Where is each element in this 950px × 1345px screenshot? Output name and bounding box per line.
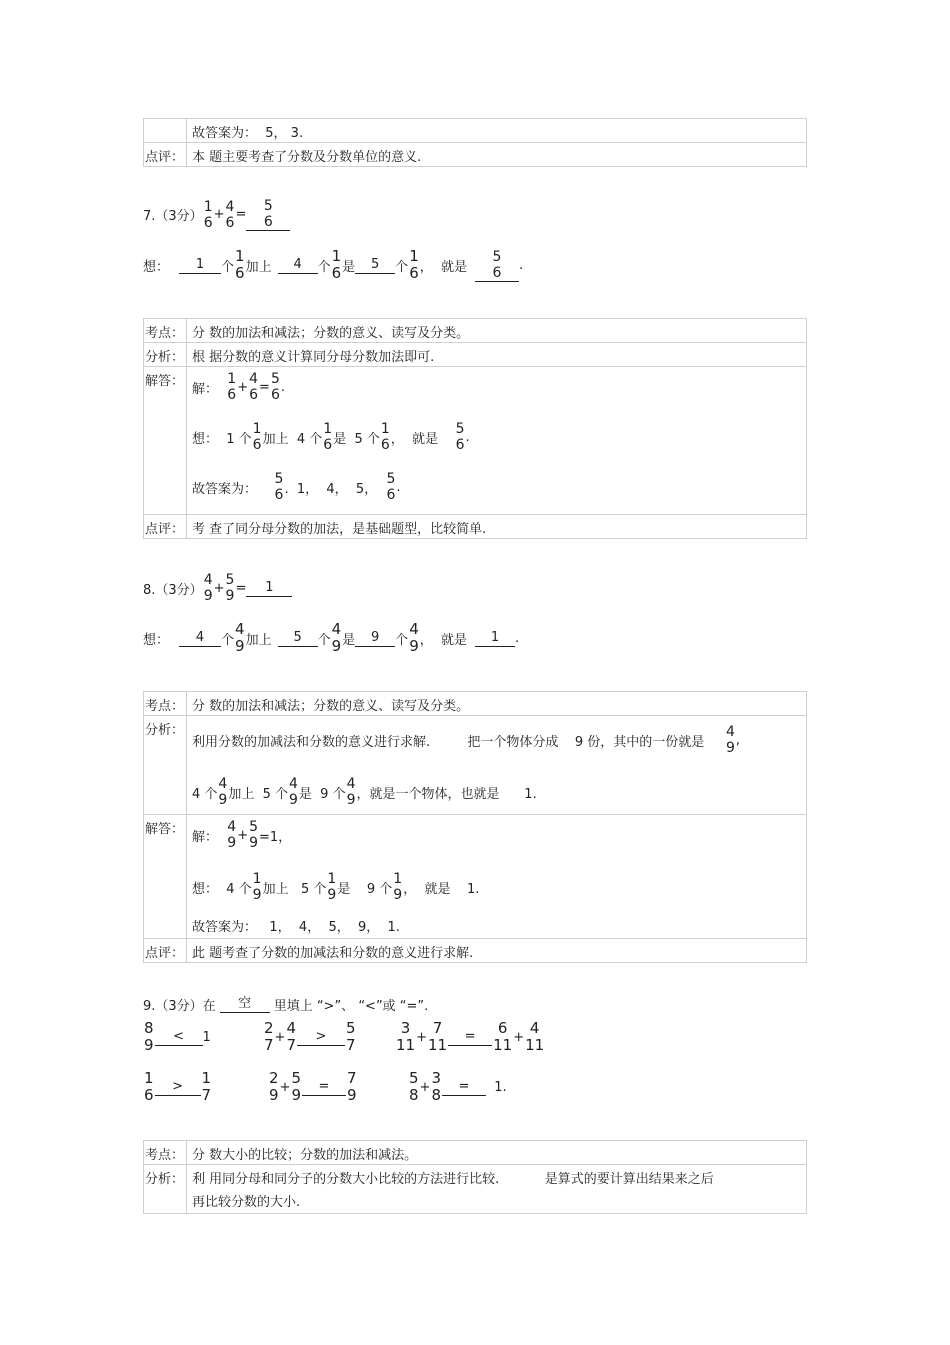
xiang: 想： 1 个 [192,431,252,447]
compare-blank: > [155,1079,201,1096]
q9-item-4: 1 6 > 1 7 [144,1069,212,1104]
fraction: 4 9 [235,620,245,655]
xiang-b: 加上 5 个 [262,881,327,897]
answer-values: . 1， 4， 5， [284,481,378,497]
kaodian-row [144,319,806,343]
fenxi-2a: 4 个 [192,786,218,802]
xiang-line: 想： 1 个 1 6 加上 4 个 1 6 是 5 个 1 6 ， 就是 5 6 . [192,421,470,453]
jie: 解： [192,381,219,397]
fraction: 1 9 [327,871,337,903]
q9-item-3: 3 11 + 7 11 = 6 11 + 4 11 [396,1019,545,1054]
ge: 个 [317,259,331,275]
answer-blank: 1 [246,580,292,597]
dianping-text: 此 题考查了分数的加减法和分数的意义进行求解. [192,946,474,961]
answer-label: 故答案为： [192,481,258,497]
dianping-row [144,939,806,963]
jieda-label: 解答： [145,822,185,837]
think-label: 想： [143,259,170,275]
compare-blank: = [442,1079,486,1096]
dianping-label: 点评： [145,946,185,961]
kaodian-label: 考点： [145,1148,185,1163]
fenxi-text-2: 再比较分数的大小. [192,1195,301,1210]
xiang-c: 是 9 个 [337,881,393,897]
answer-text: 故答案为： 5， 3. [192,126,304,141]
plus-sign: + [213,207,225,222]
rhs: 1. [494,1079,507,1095]
dianping-row [144,515,806,539]
jia: 加上 4 个 [262,431,323,447]
q8-question: 8.（3分） 4 9 + 5 9 = 1 [143,572,292,604]
q7-head: 7.（3分） [143,209,203,224]
jia: 加上 [245,632,272,648]
answer-text: 故答案为： 1， 4， 5， 9， 1. [192,920,400,935]
fenxi-row [144,716,806,815]
comment-label: 点评： [145,150,185,165]
jiushi: ， 就是 [390,431,439,447]
fraction: 4 9 [203,572,213,604]
compare-blank: = [302,1079,346,1096]
shi: 是 [342,632,356,648]
fraction: 5 6 [270,371,280,403]
kaodian-row [144,1141,806,1165]
fraction: 1 6 [227,371,237,403]
q8-analysis-table [143,691,807,963]
dianping-text: 考 查了同分母分数的加法，是基础题型，比较简单. [192,522,487,537]
fenxi-label: 分析： [145,1172,185,1187]
fraction: 1 9 [252,871,262,903]
ge: 个 [221,632,235,648]
fenxi-2b: 加上 5 个 [228,786,288,802]
think-label: 想： [143,632,170,648]
kaodian-text: 分 数大小的比较；分数的加法和减法。 [192,1148,418,1163]
xiang-a: 想： 4 个 [192,881,252,897]
blank-3: 5 [355,257,395,274]
q6-comment-row [144,143,806,167]
jieda-row [144,367,806,515]
fraction: 4 9 [289,776,298,808]
jiushi: 就是 [441,632,468,648]
kaodian-row [144,692,806,716]
answer-blank: 5 6 [246,198,290,231]
q9-question [143,995,428,1014]
blank-2: 4 [278,257,318,274]
q7-think: 想： 1 个 1 6 加上 4 个 1 6 是 5 个 1 6 ， 就是 5 6 . [143,247,524,282]
compare-blank: > [297,1029,345,1046]
fenxi-text: 根 据分数的意义计算同分母分数加法即可. [192,350,435,365]
kong-blank: 空 [220,996,270,1013]
fenxi-line-1: 利用分数的加减法和分数的意义进行求解. 把一个物体分成 9 份，其中的一份就是 4 9 , [192,724,740,756]
blank-1: 1 [179,257,221,274]
fraction: 4 9 [409,620,419,655]
q8-head: 8.（3分） [143,582,203,598]
equals-sign: = [235,207,247,222]
fenxi-2c: 是 9 个 [298,786,346,802]
fraction: 4 9 [331,620,342,655]
shi: 是 5 个 [333,431,380,447]
fraction: 1 6 [235,247,245,282]
answer-line [192,916,400,935]
blank-4: 5 6 [475,249,519,282]
fraction: 5 9 [249,819,259,851]
blank-4: 1 [475,630,515,647]
q9-item-1: 8 9 < 1 [144,1019,211,1054]
fraction: 4 9 [218,776,228,808]
ge: 个 [395,632,409,648]
rhs: 1 [202,1029,211,1045]
dianping-label: 点评： [145,522,185,537]
compare-blank: < [155,1029,203,1046]
fraction: 1 6 [409,247,419,282]
jie-result: =1， [259,829,292,845]
fraction: 4 6 [249,371,259,403]
compare-blank: = [448,1029,492,1046]
xiang-d: ， 就是 1. [403,881,480,897]
blank-3: 9 [355,630,395,647]
ge: 个 [395,259,409,275]
fraction: 4 6 [225,198,235,231]
kaodian-label: 考点： [145,326,185,341]
fraction: 1 6 [380,421,390,453]
ge: 个 [317,632,331,648]
fenxi-2d: ，就是一个物体，也就是 1. [356,786,537,802]
fraction: 4 9 [346,776,356,808]
blank-2: 5 [278,630,318,647]
fraction: 1 6 [331,247,342,282]
fraction: 5 6 [274,471,284,503]
fenxi-row [144,343,806,367]
q9-analysis-table [143,1140,807,1214]
q7-question [143,198,290,231]
q9-item-2: 2 7 + 4 7 > 5 7 [264,1019,356,1054]
fenxi-text-1: 利 用同分母和同分子的分数大小比较的方法进行比较. 是算式的要计算出结果来之后 [192,1172,714,1187]
jie-line: 解： 4 9 + 5 9 =1， [192,819,292,851]
kaodian-text: 分 数的加法和减法；分数的意义、读写及分类。 [192,699,470,714]
q6-answer-row [144,119,806,143]
fenxi-text-1: 利用分数的加减法和分数的意义进行求解. 把一个物体分成 9 份，其中的一份就是 [192,734,705,750]
q9-instructions: 里填上 “>”、 “<”或 “=”. [273,999,429,1014]
q9-head: 9.（3分）在 [143,999,216,1014]
fenxi-line-2 [192,776,537,808]
answer-line: 故答案为： 5 6 . 1， 4， 5， 5 6 . [192,471,401,503]
kaodian-label: 考点： [145,699,185,714]
q6-tail-table [143,118,807,167]
q7-analysis-table [143,318,807,539]
fraction: 4 9 [227,819,237,851]
jieda-label: 解答： [145,374,185,389]
fraction: 1 6 [323,421,333,453]
fenxi-row [144,1165,806,1214]
kaodian-text: 分 数的加法和减法；分数的意义、读写及分类。 [192,326,470,341]
fraction: 5 6 [455,421,465,453]
fraction: 5 9 [225,572,235,604]
q9-item-5: 2 9 + 5 9 = 7 9 [269,1069,357,1104]
fraction: 4 9 [725,724,735,756]
q9-item-6: 5 8 + 3 8 = 1. [409,1069,507,1104]
jie: 解： [192,829,219,845]
fraction: 1 6 [203,198,213,231]
period: . [519,257,524,273]
xiang-line [192,871,479,903]
fraction: 1 9 [393,871,403,903]
fenxi-label: 分析： [145,350,185,365]
q8-think: 想： 4 个 4 9 加上 5 个 4 9 是 9 个 4 9 ， 就是 1 . [143,620,520,655]
period: . [515,630,520,646]
fraction: 1 6 [252,421,262,453]
ge: 个 [221,259,235,275]
blank-1: 4 [179,630,221,647]
fraction: 5 6 [386,471,396,503]
comment-text: 本 题主要考查了分数及分数单位的意义. [192,150,422,165]
jia: 加上 [245,259,272,275]
jieda-row [144,815,806,939]
shi: 是 [342,259,356,275]
jiushi: 就是 [441,259,468,275]
fenxi-label: 分析： [145,723,185,738]
jie-line: 解： 1 6 + 4 6 = 5 6 . [192,371,285,403]
